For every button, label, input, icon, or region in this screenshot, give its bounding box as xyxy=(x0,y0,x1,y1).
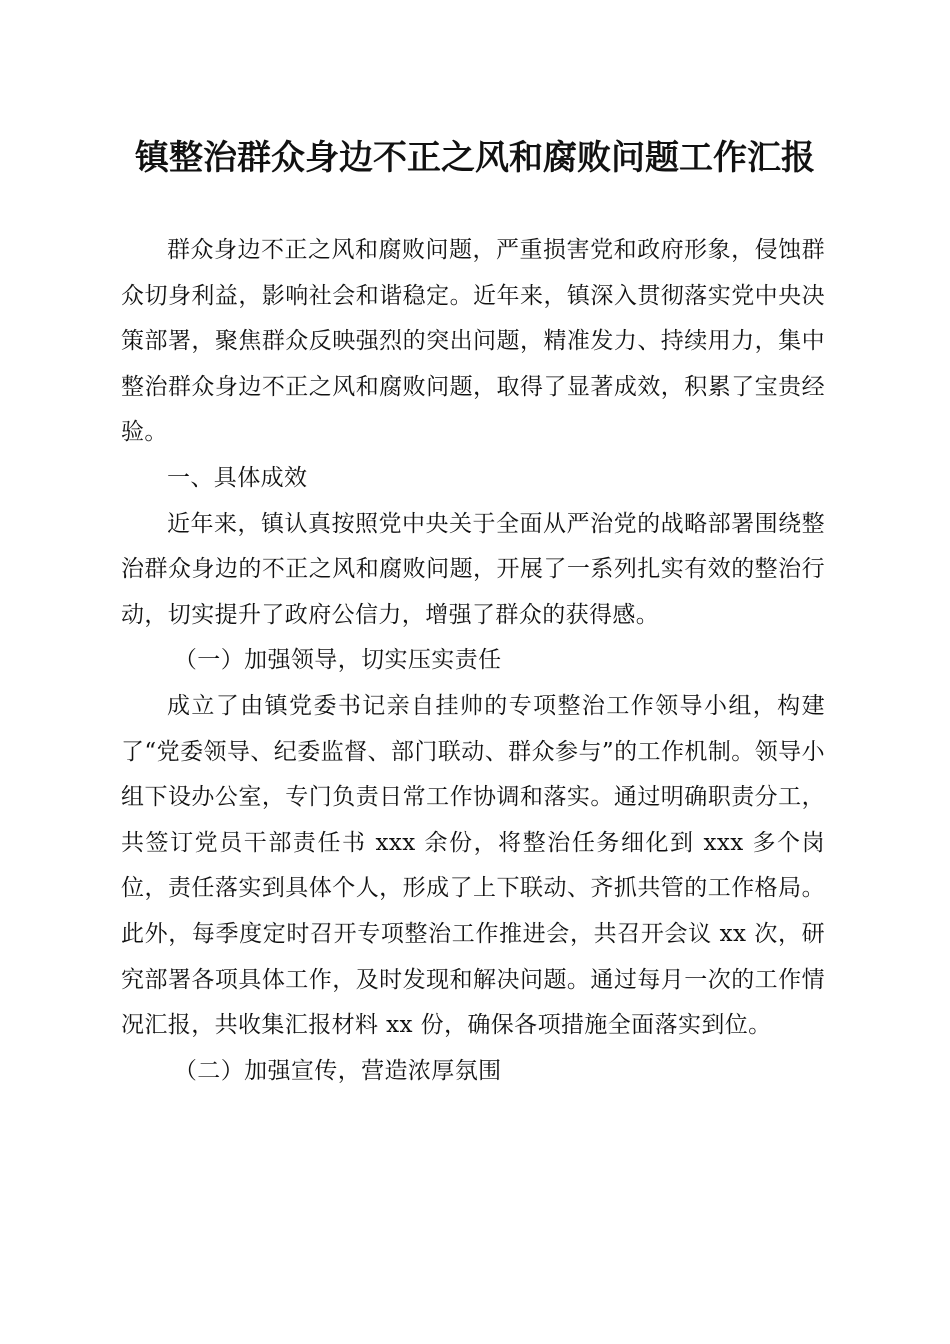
subsection-heading-leadership: （一）加强领导，切实压实责任 xyxy=(173,647,502,674)
subsection-heading-publicity: （二）加强宣传，营造浓厚氛围 xyxy=(173,1057,502,1084)
section-heading-results: 一、具体成效 xyxy=(167,464,308,491)
intro-paragraph: 群众身边不正之风和腐败问题，严重损害党和政府形象，侵蚀群众切身利益，影响社会和谐稳定。近年来，镇深入贯彻落实党中央决策部署，聚焦群众反映强烈的突出问题，精准发力、持续用力，集中整治群众身边不正之风和腐败问题，取得了显著成效，积累了宝贵经验。 xyxy=(121,237,825,446)
subsection-leadership-paragraph: 成立了由镇党委书记亲自挂帅的专项整治工作领导小组，构建了“党委领导、纪委监督、部门联动、群众参与”的工作机制。领导小组下设办公室，专门负责日常工作协调和落实。通过明确职责分工，共签订党员干部责任书 xxx 余份，将整治任务细化到 xxx 多个岗位，责任落实到具体个人，形成了上下联动、齐抓共管的工作格局。此外，每季度定时召开专项整治工作推进会，共召开会议 xx 次，研究部署各项具体工作，及时发现和解决问题。通过每月一次的工作情况汇报，共收集汇报材料 xx 份，确保各项措施全面落实到位。 xyxy=(121,692,825,1039)
document-body xyxy=(121,228,825,1094)
document-title: 镇整治群众身边不正之风和腐败问题工作汇报 xyxy=(135,138,815,178)
section-results-paragraph: 近年来，镇认真按照党中央关于全面从严治党的战略部署围绕整治群众身边的不正之风和腐败问题，开展了一系列扎实有效的整治行动，切实提升了政府公信力，增强了群众的获得感。 xyxy=(121,510,825,628)
